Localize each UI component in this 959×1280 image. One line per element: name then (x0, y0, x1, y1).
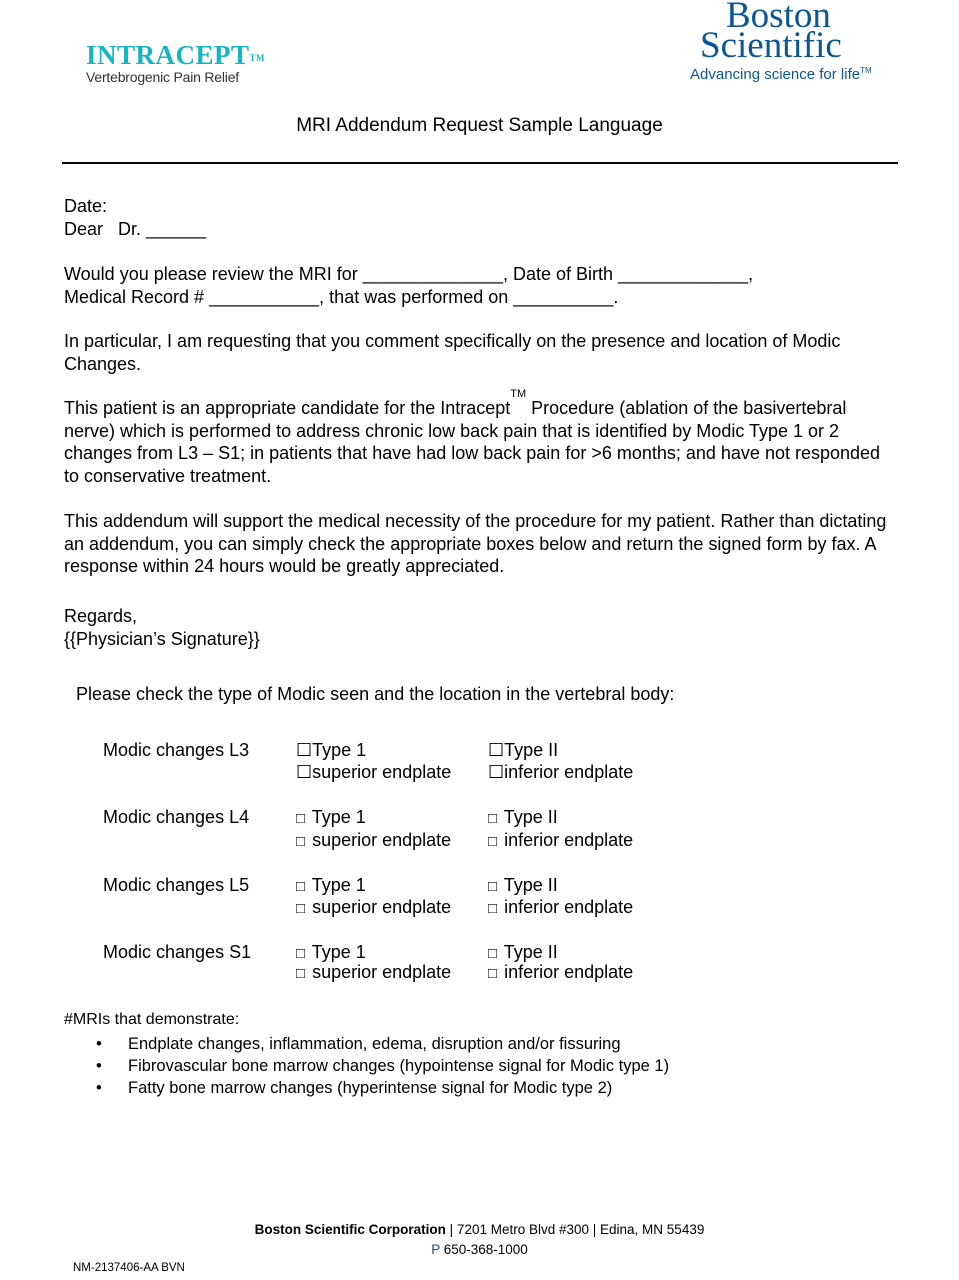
modic-row-label-l3: Modic changes L3 (103, 740, 250, 760)
checkbox-icon[interactable]: ☐ (488, 762, 505, 782)
s1-type1-checkbox[interactable]: □ Type 1 (296, 941, 366, 965)
checkbox-icon[interactable]: □ (296, 810, 306, 827)
review-line-1: Would you please review the MRI for ______________, Date of Birth _____________, (64, 264, 754, 284)
addendum-paragraph: This addendum will support the medical necessity of the procedure for my patient. Rather than dictating an addendum, you can simply check the appropriate boxes below and return the signed form by fax. A response within 24 hours would be greatly appreciated. (64, 511, 887, 576)
checkbox-icon[interactable]: □ (488, 833, 498, 850)
bsc-logo-line2: Scientific (700, 25, 842, 66)
checkbox-icon[interactable]: □ (296, 945, 306, 962)
criteria-item: • Fatty bone marrow changes (hyperintense signal for Modic type 2) (96, 1077, 669, 1099)
footer-address: Boston Scientific Corporation | 7201 Metro Blvd #300 | Edina, MN 55439 (254, 1222, 705, 1237)
bsc-logo-line1: Boston (726, 0, 831, 36)
bsc-slogan: Advancing science for life™ (690, 66, 872, 83)
checkbox-icon[interactable]: □ (488, 945, 498, 962)
l3-superior-checkbox[interactable]: ☐superior endplate (296, 762, 452, 782)
checkbox-icon[interactable]: □ (296, 900, 306, 917)
modic-row-label-l4: Modic changes L4 (103, 807, 250, 827)
l3-type1-checkbox[interactable]: ☐Type 1 (296, 740, 367, 760)
document-number: NM-2137406-AA BVN (73, 1262, 185, 1274)
title-divider (62, 162, 898, 164)
checkbox-icon[interactable]: □ (296, 965, 306, 982)
l3-type2-checkbox[interactable]: ☐Type II (488, 740, 559, 760)
checkbox-icon[interactable]: ☐ (488, 740, 505, 760)
criteria-title: #MRIs that demonstrate: (64, 1011, 240, 1028)
modic-row-label-s1: Modic changes S1 (103, 942, 252, 962)
l4-type1-checkbox[interactable]: □ Type 1 (296, 806, 366, 830)
candidate-paragraph: This patient is an appropriate candidate for the Intracept™ Procedure (ablation of the basivertebral nerve) which is performed to address chronic low back pain that is identified by Modic Type 1 or 2 changes from L3 – S1; in patients that have had low back pain for >6 months; and have not responded to conservative treatment. (64, 388, 881, 486)
modic-row-label-l5: Modic changes L5 (103, 875, 250, 895)
s1-superior-checkbox[interactable]: □ superior endplate (296, 961, 451, 985)
checkbox-icon[interactable]: □ (296, 833, 306, 850)
l5-type1-checkbox[interactable]: □ Type 1 (296, 874, 366, 898)
date-line: Date: (64, 196, 108, 216)
intracept-brand: INTRACEPT™ (86, 40, 266, 70)
intracept-tm: TM (249, 53, 266, 63)
page-title: MRI Addendum Request Sample Language (296, 115, 663, 136)
criteria-item: • Fibrovascular bone marrow changes (hypointense signal for Modic type 1) (96, 1055, 669, 1077)
checkbox-icon[interactable]: ☐ (296, 762, 313, 782)
s1-inferior-checkbox[interactable]: □ inferior endplate (488, 961, 633, 985)
dear-line: Dear Dr. ______ (64, 219, 207, 239)
checkbox-icon[interactable]: □ (296, 878, 306, 895)
l4-superior-checkbox[interactable]: □ superior endplate (296, 829, 451, 853)
intracept-trademark: TM (510, 388, 527, 400)
checkbox-icon[interactable]: □ (488, 878, 498, 895)
criteria-list (96, 1033, 669, 1099)
s1-type2-checkbox[interactable]: □ Type II (488, 941, 558, 965)
checkbox-icon[interactable]: □ (488, 965, 498, 982)
criteria-item: • Endplate changes, inflammation, edema, disruption and/or fissuring (96, 1033, 669, 1055)
review-line-2: Medical Record # ___________, that was performed on __________. (64, 287, 619, 307)
checkbox-icon[interactable]: □ (488, 900, 498, 917)
l4-inferior-checkbox[interactable]: □ inferior endplate (488, 829, 633, 853)
l5-inferior-checkbox[interactable]: □ inferior endplate (488, 896, 633, 920)
checklist-instruction: Please check the type of Modic seen and the location in the vertebral body: (76, 684, 675, 704)
boston-scientific-logo (690, 0, 905, 83)
footer-phone: P 650-368-1000 (431, 1242, 528, 1257)
physician-signature: {{Physician’s Signature}} (64, 629, 260, 649)
checkbox-icon[interactable]: □ (488, 810, 498, 827)
checkbox-icon[interactable]: ☐ (296, 740, 313, 760)
intracept-logo (86, 40, 265, 85)
l5-type2-checkbox[interactable]: □ Type II (488, 874, 558, 898)
footer-company: Boston Scientific Corporation (254, 1222, 446, 1237)
phone-prefix: P (431, 1242, 440, 1257)
regards-line: Regards, (64, 606, 138, 626)
l3-inferior-checkbox[interactable]: ☐inferior endplate (488, 762, 634, 782)
particular-paragraph: In particular, I am requesting that you comment specifically on the presence and location of Modic Changes. (64, 331, 841, 374)
l5-superior-checkbox[interactable]: □ superior endplate (296, 896, 451, 920)
l4-type2-checkbox[interactable]: □ Type II (488, 806, 558, 830)
intracept-tagline: Vertebrogenic Pain Relief (86, 69, 239, 85)
bsc-slogan-tm: TM (860, 66, 872, 75)
